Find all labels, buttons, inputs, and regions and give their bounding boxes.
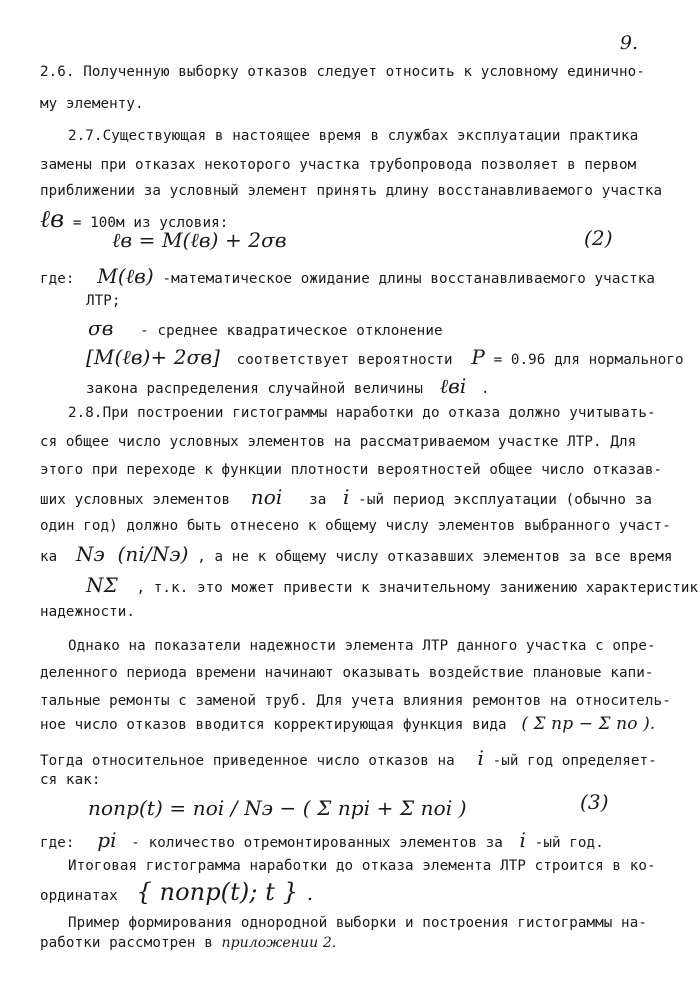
text-line: один год) должно быть отнесено к общему числу элементов выбранного участ-	[40, 518, 671, 534]
text-line: работки рассмотрен в приложении 2.	[40, 935, 337, 951]
math-i: i	[343, 485, 350, 509]
text-line: деленного периода времени начинают оказывать воздействие плановые капи-	[40, 665, 654, 681]
equation-3-body: noпр(t) = noi / Nэ − ( Σ npi + Σ noi )	[88, 796, 467, 820]
text-line: ся общее число условных элементов на рассматриваемом участке ЛТР. Для	[40, 434, 637, 450]
text-line: Однако на показатели надежности элемента ЛТР данного участка с опре-	[68, 638, 656, 654]
appendix-reference: приложении 2.	[221, 935, 337, 951]
text-line: 2.7.Существующая в настоящее время в службах эксплуатации практика	[68, 128, 639, 144]
text-line: му элементу.	[40, 96, 144, 112]
equation-2-body: ℓв = M(ℓв) + 2σв	[112, 228, 287, 252]
math-i: i	[477, 746, 484, 770]
text-line: приближении за условный элемент принять длину восстанавливаемого участка	[40, 183, 663, 199]
text-line: Тогда относительное приведенное число отказов на i -ый год определяет-	[40, 746, 657, 770]
text-line: ординатах { noпр(t); t } .	[40, 878, 314, 906]
text-line: надежности.	[40, 604, 136, 620]
text-line: тальные ремонты с заменой труб. Для учета влияния ремонтов на относитель-	[40, 693, 671, 709]
math-coordinates: { noпр(t); t }	[136, 878, 299, 906]
math-N-sum: NΣ	[86, 573, 118, 597]
text-line: 2.6. Полученную выборку отказов следует относить к условному единично-	[40, 64, 645, 80]
text-line: ка Nэ (ni/Nэ) , а не к общему числу отказавших элементов за все время	[40, 542, 673, 566]
text-line: этого при переходе к функции плотности вероятностей общее число отказав-	[40, 462, 663, 478]
text-fragment: = 100м из условия:	[72, 215, 229, 231]
text-line: Пример формирования однородной выборки и построения гистограммы на-	[68, 915, 647, 931]
equation-3	[88, 796, 467, 820]
math-l-b: ℓв	[40, 205, 65, 233]
math-p-i: pi	[97, 828, 117, 852]
text-line: NΣ , т.к. это может привести к значительному занижению характеристик	[86, 573, 699, 597]
math-i: i	[519, 828, 527, 852]
text-line: где: M(ℓв) -математическое ожидание длины восстанавливаемого участка	[40, 264, 656, 288]
math-N-e: Nэ	[75, 542, 105, 566]
text-line: замены при отказах некоторого участка трубопровода позволяет в первом	[40, 157, 637, 173]
math-correction-function: ( Σ np − Σ no ).	[521, 714, 656, 734]
text-line: ное число отказов вводится корректирующая функция вида ( Σ np − Σ no ).	[40, 714, 656, 734]
text-line: σв - среднее квадратическое отклонение	[88, 316, 443, 340]
text-line: ших условных элементов noi за i -ый период эксплуатации (обычно за	[40, 485, 652, 509]
text-line: [M(ℓв)+ 2σв] соответствует вероятности P = 0.96 для нормального	[86, 345, 684, 369]
math-M-lb: M(ℓв)	[97, 264, 154, 288]
math-l-bi: ℓвi	[439, 374, 467, 398]
text-line: ЛТР;	[86, 293, 121, 309]
equation-2	[112, 228, 287, 253]
text-line: Итоговая гистограмма наработки до отказа элемента ЛТР строится в ко-	[68, 858, 656, 874]
math-P: P	[471, 345, 485, 369]
equation-3-number: (3)	[580, 790, 609, 814]
math-ratio: (ni/Nэ)	[117, 542, 189, 566]
text-line: 2.8.При построении гистограммы наработки до отказа должно учитывать-	[68, 405, 656, 421]
math-interval: [M(ℓв)+ 2σв]	[86, 345, 220, 369]
math-n-oi: noi	[250, 485, 283, 509]
equation-2-number: (2)	[584, 226, 613, 250]
text-line: ся как:	[40, 772, 101, 788]
text-line: закона распределения случайной величины ℓвi .	[86, 374, 490, 398]
math-sigma-b: σв	[88, 316, 114, 340]
page-number: 9.	[619, 32, 638, 54]
text-line: где: pi - количество отремонтированных элементов за i -ый год.	[40, 828, 604, 852]
